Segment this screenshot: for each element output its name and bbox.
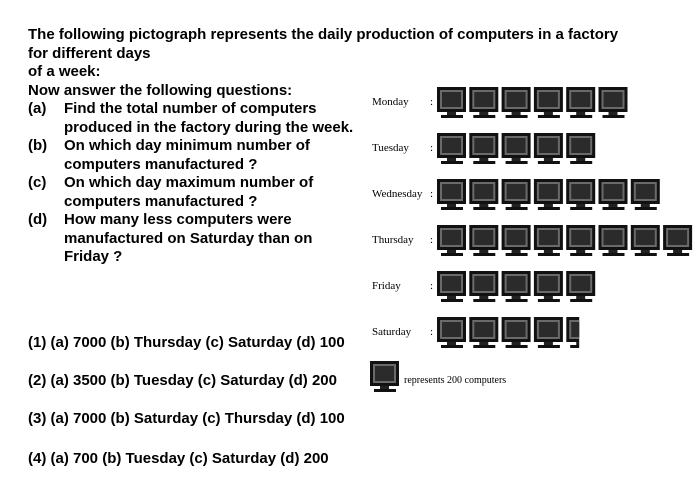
option-2[interactable]: (2) (a) 3500 (b) Tuesday (c) Saturday (d) 200 bbox=[28, 372, 337, 389]
computer-monitor-icon bbox=[437, 179, 466, 210]
computer-monitor-icon bbox=[566, 271, 595, 302]
computer-monitor-icon bbox=[502, 271, 531, 302]
colon-separator: : bbox=[430, 280, 434, 292]
part-label: (d) bbox=[28, 211, 48, 228]
computer-monitor-icon bbox=[469, 87, 498, 118]
pictograph-rows bbox=[372, 87, 692, 348]
legend-text: represents 200 computers bbox=[404, 375, 507, 386]
computer-monitor-icon bbox=[437, 133, 466, 164]
computer-monitor-icon bbox=[566, 133, 595, 164]
option-1[interactable]: (1) (a) 7000 (b) Thursday (c) Saturday (d) 100 bbox=[28, 334, 345, 351]
computer-monitor-icon bbox=[599, 87, 628, 118]
computer-monitor-icon bbox=[599, 179, 628, 210]
computer-monitor-icon bbox=[534, 225, 563, 256]
computer-monitor-icon bbox=[534, 179, 563, 210]
computer-monitor-icon bbox=[502, 133, 531, 164]
colon-separator: : bbox=[430, 96, 434, 108]
computer-monitor-icon bbox=[437, 317, 466, 348]
day-label: Friday bbox=[372, 280, 401, 292]
day-label: Thursday bbox=[372, 234, 414, 246]
intro-line: for different days bbox=[28, 44, 151, 62]
computer-monitor-icon bbox=[437, 87, 466, 118]
part-text: Find the total number of computers produced in the factory during the week. bbox=[64, 100, 354, 136]
computer-monitor-icon bbox=[566, 179, 595, 210]
computer-monitor-icon bbox=[534, 317, 563, 348]
computer-monitor-icon bbox=[469, 225, 498, 256]
intro-line: Now answer the following questions: bbox=[28, 81, 293, 99]
computer-monitor-icon bbox=[631, 179, 660, 210]
computer-monitor-icon bbox=[502, 87, 531, 118]
computer-monitor-icon bbox=[469, 317, 498, 348]
pictograph-row bbox=[372, 271, 595, 302]
computer-monitor-icon bbox=[502, 225, 531, 256]
part-text: On which day minimum number of computers manufactured ? bbox=[64, 137, 310, 173]
computer-monitor-icon bbox=[534, 87, 563, 118]
computer-monitor-icon bbox=[469, 179, 498, 210]
pictograph-row bbox=[372, 179, 660, 210]
computer-monitor-icon bbox=[534, 133, 563, 164]
pictograph-row bbox=[372, 133, 595, 164]
option-3[interactable]: (3) (a) 7000 (b) Saturday (c) Thursday (d) 100 bbox=[28, 410, 345, 427]
part-text: How many less computers were manufactured on Saturday than on Friday ? bbox=[64, 211, 313, 265]
colon-separator: : bbox=[430, 188, 434, 200]
day-label: Wednesday bbox=[372, 188, 423, 200]
computer-monitor-icon bbox=[534, 271, 563, 302]
colon-separator: : bbox=[430, 142, 434, 154]
part-label: (c) bbox=[28, 174, 47, 191]
computer-monitor-icon bbox=[566, 87, 595, 118]
intro-line: The following pictograph represents the daily production of computers in a factory bbox=[28, 26, 619, 43]
computer-monitor-icon bbox=[663, 225, 692, 256]
pictograph-row bbox=[372, 317, 595, 348]
computer-monitor-icon bbox=[502, 317, 531, 348]
pictograph-row bbox=[372, 87, 628, 118]
colon-separator: : bbox=[430, 234, 434, 246]
part-text: On which day maximum number of computers manufactured ? bbox=[64, 174, 314, 210]
computer-monitor-icon bbox=[502, 179, 531, 210]
computer-monitor-icon bbox=[566, 225, 595, 256]
computer-monitor-icon bbox=[370, 361, 399, 392]
colon-separator: : bbox=[430, 326, 434, 338]
computer-monitor-icon bbox=[469, 133, 498, 164]
computer-monitor-icon bbox=[566, 317, 595, 348]
pictograph-row bbox=[372, 225, 692, 256]
day-label: Monday bbox=[372, 96, 409, 108]
intro-line: of a week: bbox=[28, 63, 101, 80]
option-4[interactable]: (4) (a) 700 (b) Tuesday (c) Saturday (d) 200 bbox=[28, 450, 329, 467]
computer-monitor-icon bbox=[599, 225, 628, 256]
part-label: (b) bbox=[28, 137, 48, 154]
computer-monitor-icon bbox=[437, 225, 466, 256]
part-label: (a) bbox=[28, 100, 47, 117]
pictograph-legend bbox=[370, 361, 506, 392]
day-label: Tuesday bbox=[372, 142, 409, 154]
computer-monitor-icon bbox=[437, 271, 466, 302]
day-label: Saturday bbox=[372, 326, 412, 338]
computer-monitor-icon bbox=[469, 271, 498, 302]
computer-monitor-icon bbox=[631, 225, 660, 256]
